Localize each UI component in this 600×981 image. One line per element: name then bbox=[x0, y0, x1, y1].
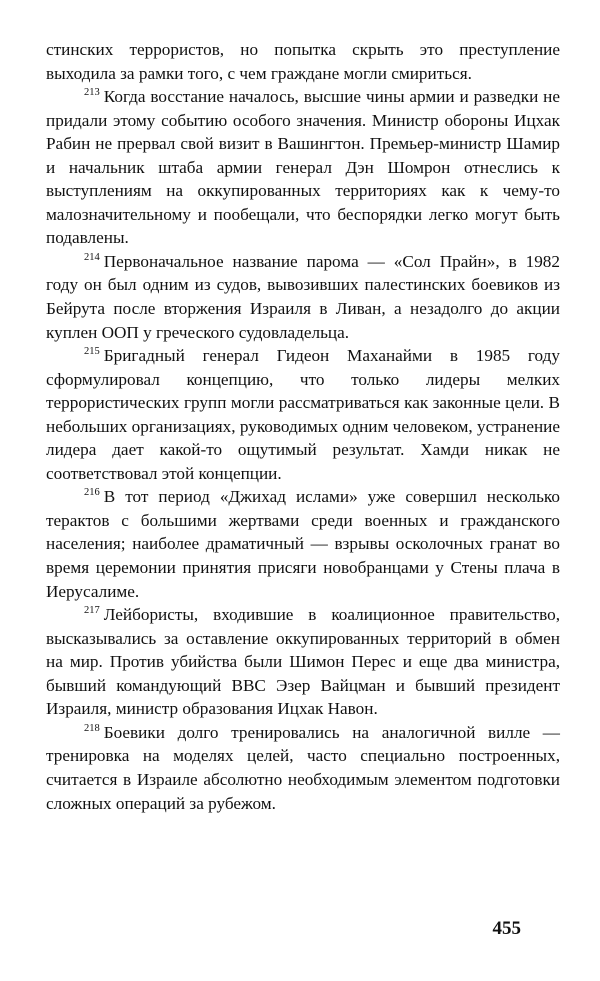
note-218 bbox=[46, 721, 560, 815]
note-text: Бригадный генерал Гидеон Маханайми в 1985 году сформулировал концепцию, что только лидеры мелких террористических групп могли рассматриваться как законные цели. В небольших организациях, руководимых одним человеком, устранение лидера дает какой-то ощутимый результат. Хамди никак не соответствовал этой концепции. bbox=[46, 346, 560, 483]
note-number: 213 bbox=[84, 87, 100, 99]
note-text: Первоначальное название парома — «Сол Прайн», в 1982 году он был одним из судов, вывозивших палестинских боевиков из Бейрута после вторжения Израиля в Ливан, а незадолго до акции куплен ООП у греческого судовладельца. bbox=[46, 251, 560, 342]
note-213 bbox=[46, 85, 560, 250]
note-217 bbox=[46, 603, 560, 721]
note-214 bbox=[46, 250, 560, 344]
note-number: 216 bbox=[84, 487, 100, 499]
note-number: 217 bbox=[84, 605, 100, 617]
note-215 bbox=[46, 344, 560, 485]
note-number: 218 bbox=[84, 722, 100, 734]
notes-text bbox=[46, 38, 560, 815]
page-number: 455 bbox=[492, 918, 521, 939]
note-number: 215 bbox=[84, 346, 100, 358]
note-text: Лейбористы, входившие в коалиционное правительство, высказывались за оставление оккупированных территорий в обмен на мир. Против убийства были Шимон Перес и еще два министра, бывший командующий ВВС Эзер Вайцман и бывший президент Израиля, министр образования Ицхак Навон. bbox=[46, 605, 560, 719]
note-216 bbox=[46, 485, 560, 603]
note-text: стинских террористов, но попытка скрыть это преступление выходила за рамки того, с чем граждане могли смириться. bbox=[46, 40, 560, 83]
note-text: Боевики долго тренировались на аналогичной вилле — тренировка на моделях целей, часто специально построенных, считается в Израиле абсолютно необходимым элементом подготовки сложных операций за рубежом. bbox=[46, 722, 560, 813]
note-continuation bbox=[46, 38, 560, 85]
note-text: В тот период «Джихад ислами» уже совершил несколько терактов с большими жертвами среди военных и гражданского населения; наиболее драматичный — взрывы осколочных гранат во время церемонии принятия присяги новобранцами у Стены плача в Иерусалиме. bbox=[46, 487, 560, 601]
note-text: Когда восстание началось, высшие чины армии и разведки не придали этому событию особого значения. Министр обороны Ицхак Рабин не прервал свой визит в Вашингтон. Премьер-министр Шамир и начальник штаба армии генерал Дэн Шомрон отнеслись к выступлениям на оккупированных территориях как к чему-то малозначительному и пообещали, что беспорядки легко могут быть подавлены. bbox=[46, 87, 560, 248]
note-number: 214 bbox=[84, 251, 100, 263]
